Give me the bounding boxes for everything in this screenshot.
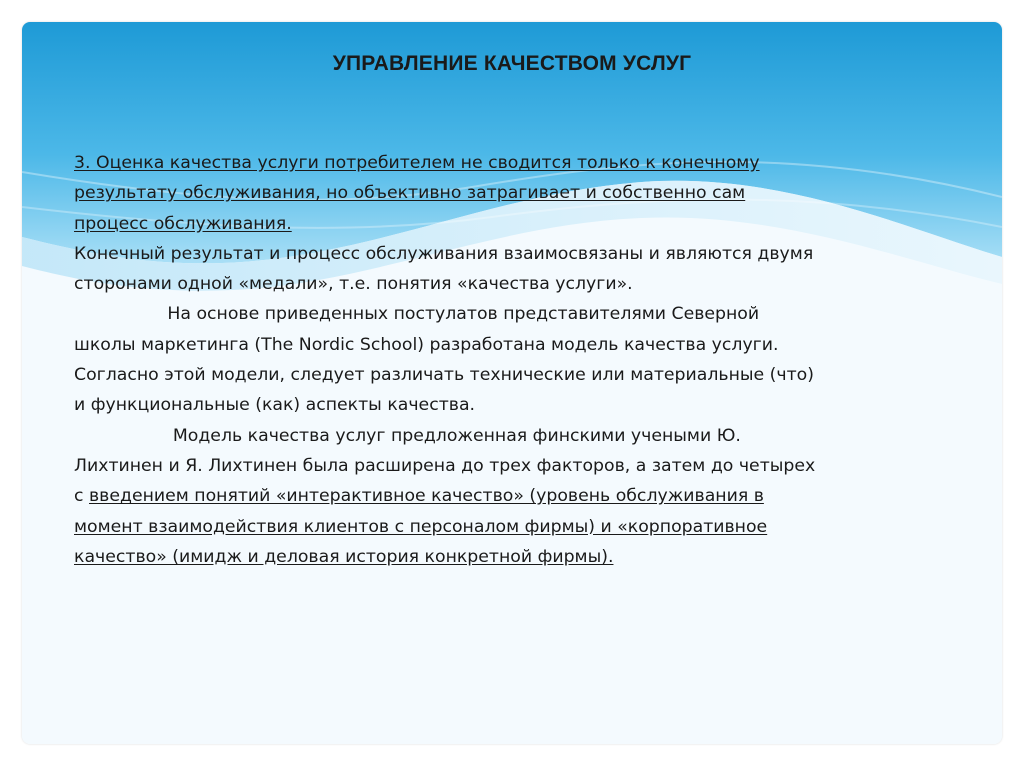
text-line: [74, 178, 974, 208]
text-line: [74, 421, 974, 451]
text-line: [74, 269, 974, 299]
text-segment: 3. Оценка качества услуги потребителем не сводится только к конечному: [74, 153, 760, 173]
slide-title: УПРАВЛЕНИЕ КАЧЕСТВОМ УСЛУГ: [332, 52, 692, 75]
text-line: [74, 209, 974, 239]
text-line: [74, 360, 974, 390]
text-segment: Согласно этой модели, следует различать технические или материальные (что): [74, 365, 814, 386]
text-segment: сторонами одной «медали», т.е. понятия «качества услуги».: [74, 274, 633, 295]
slide: [22, 22, 1002, 744]
text-segment: Лихтинен и Я. Лихтинен была расширена до трех факторов, а затем до четырех: [74, 455, 816, 476]
text-line: [74, 481, 974, 511]
text-segment: школы маркетинга (The Nordic School) разработана модель качества услуги.: [74, 334, 779, 355]
text-segment: результату обслуживания, но объективно затрагивает и собственно сам: [74, 183, 746, 204]
text-segment: и функциональные (как) аспекты качества.: [74, 395, 476, 416]
text-line: [74, 512, 974, 542]
text-segment: Модель качества услуг предложенная финскими учеными Ю.: [74, 425, 741, 446]
text-segment-underlined: введением понятий «интерактивное качество» (уровень обслуживания в: [89, 486, 764, 507]
text-line: [74, 451, 974, 481]
text-segment: с: [74, 486, 89, 507]
text-segment: момент взаимодействия клиентов с персоналом фирмы) и «корпоративное: [74, 516, 768, 537]
text-segment: процесс обслуживания.: [74, 213, 292, 234]
text-line: [74, 542, 974, 572]
text-segment: качество» (имидж и деловая история конкретной фирмы).: [74, 546, 614, 567]
text-line: [74, 299, 974, 329]
text-line: [74, 239, 974, 269]
slide-body-text: [74, 148, 974, 572]
text-segment: Конечный результат и процесс обслуживания взаимосвязаны и являются двумя: [74, 243, 814, 264]
text-line: [74, 330, 974, 360]
text-segment: На основе приведенных постулатов представителями Северной: [74, 304, 760, 325]
text-line: [74, 148, 974, 178]
text-line: [74, 390, 974, 420]
